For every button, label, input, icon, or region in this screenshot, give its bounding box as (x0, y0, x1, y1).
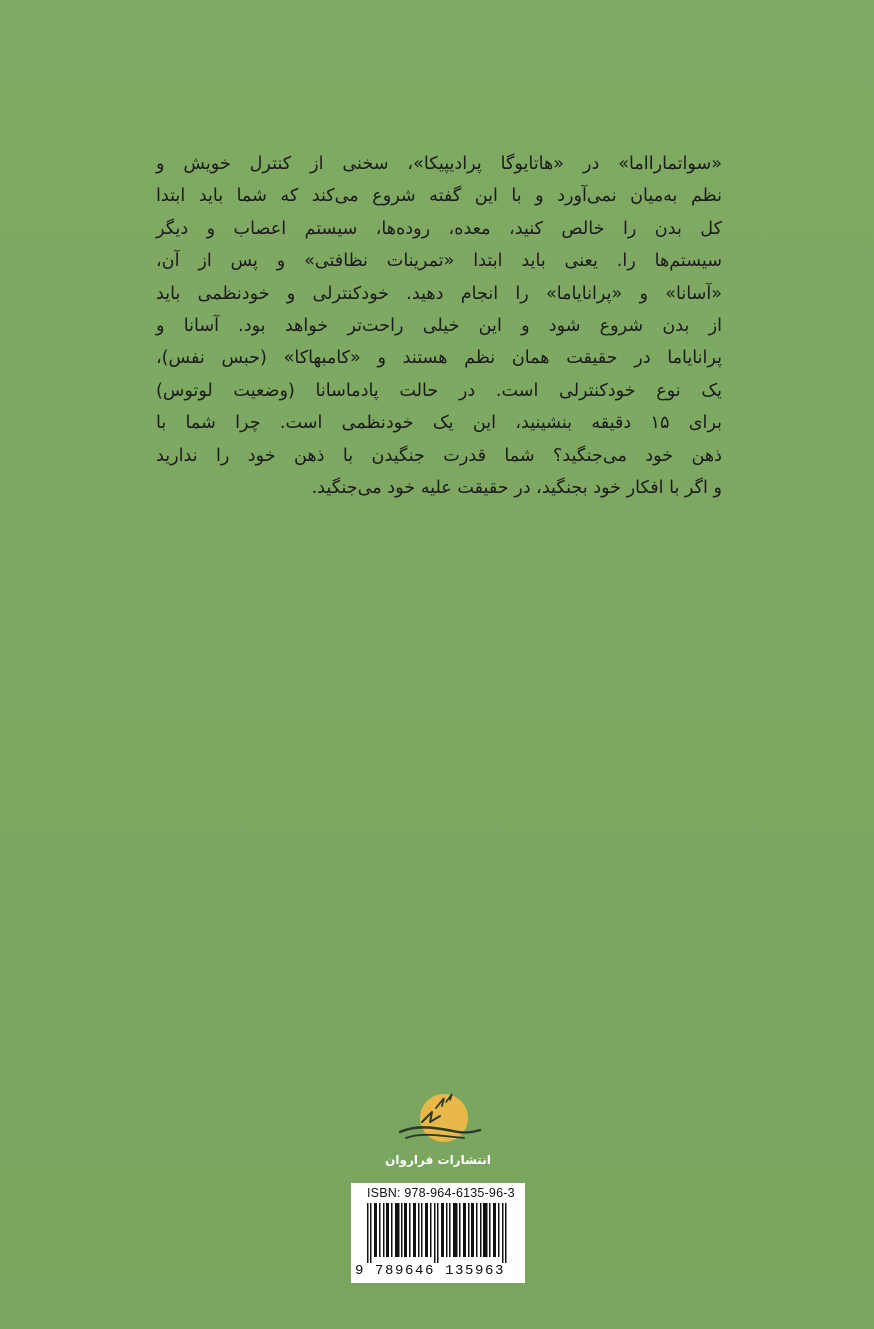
blurb-line: «سواتمارااما» در «هاتایوگا پرادیپیکا»، سخنی از کنترل خویش و (156, 154, 722, 174)
sun-with-birds-icon (392, 1088, 484, 1152)
barcode-bars (357, 1203, 519, 1263)
isbn-label: ISBN: 978-964-6135-96-3 (367, 1186, 515, 1200)
blurb-line: نظم به‌میان نمی‌آورد و با این گفته شروع می‌کند که شما باید ابتدا (156, 186, 722, 207)
publisher-name: انتشارات فراروان (385, 1153, 491, 1167)
blurb-line: کل بدن را خالص کنید، معده، روده‌ها، سیستم اعصاب و دیگر (156, 218, 722, 239)
isbn-barcode (351, 1183, 525, 1283)
blurb-line: یک نوع خودکنترلی است. در حالت پادماسانا (وضعیت لوتوس) (156, 380, 722, 401)
blurb-line: از بدن شروع شود و این خیلی راحت‌تر خواهد بود. آسانا و (156, 316, 722, 337)
blurb-line: و اگر با افکار خود بجنگید، در حقیقت علیه خود می‌جنگید. (311, 478, 722, 499)
barcode-number: 9 789646 135963 (355, 1263, 506, 1279)
blurb-line: ذهن خود می‌جنگید؟ شما قدرت جنگیدن با ذهن خود را ندارید (156, 445, 722, 466)
blurb-line: سیستم‌ها را. یعنی باید ابتدا «تمرینات نظافتی» و پس از آن، (156, 251, 722, 272)
blurb-line: پرانایاما در حقیقت همان نظم هستند و «کامبهاکا» (حبس نفس)، (156, 348, 722, 369)
blurb-text (156, 148, 722, 504)
blurb-line: «آسانا» و «پرانایاما» را انجام دهید. خودکنترلی و خودنظمی باید (156, 283, 722, 304)
blurb-line: برای ۱۵ دقیقه بنشینید، این یک خودنظمی است. چرا شما با (156, 413, 723, 434)
